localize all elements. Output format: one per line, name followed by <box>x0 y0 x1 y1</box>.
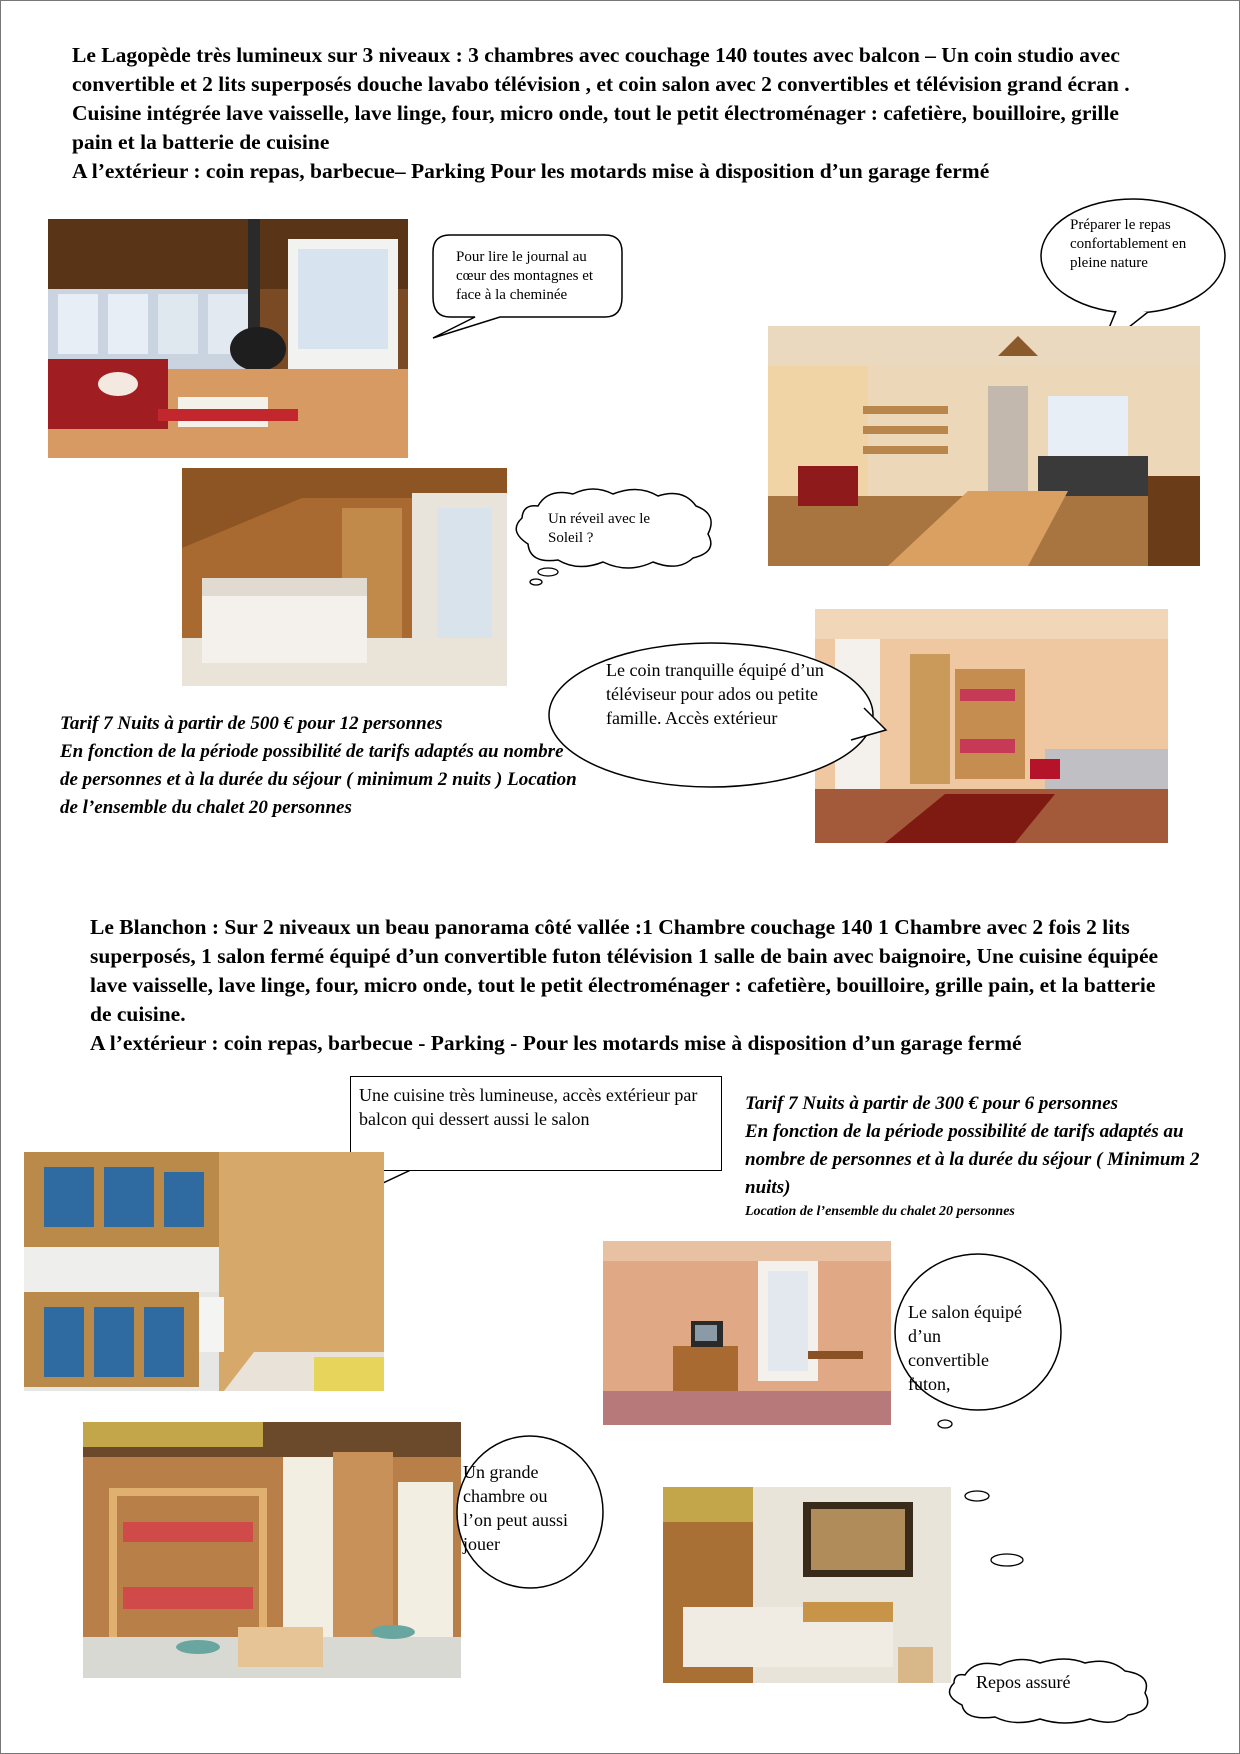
blanchon-tarif <box>745 1090 1215 1222</box>
bubble-text-repos: Repos assuré <box>976 1672 1071 1692</box>
callout-cuisine: Une cuisine très lumineuse, accès extérieur par balcon qui dessert aussi le salon <box>350 1076 722 1171</box>
lagopede-tarif <box>60 710 580 822</box>
photo-bunk-room <box>83 1422 461 1678</box>
blanchon-description: Le Blanchon : Sur 2 niveaux un beau panorama côté vallée :1 Chambre couchage 140 1 Chambre avec 2 fois 2 lits superposés, 1 salon fermé équipé d’un convertible futon télévision 1 salle de bain avec baignoire, Une cuisine équipée lave vaisselle, lave linge, four, micro onde, tout le petit électroménager : cafetière, bouilloire, grille pain, et la batterie de cuisine. <box>90 915 1159 1026</box>
blanchon-exterior: A l’extérieur : coin repas, barbecue - Parking - Pour les motards mise à disposition d’un garage fermé <box>90 1031 1022 1055</box>
thought-trail-repos <box>955 1488 1015 1578</box>
blanchon-tarif-line3: Location de l’ensemble du chalet 20 personnes <box>745 1204 1015 1219</box>
blanchon-description-block <box>90 913 1160 1058</box>
photo-kitchen <box>24 1152 384 1391</box>
photo-salon <box>603 1241 891 1425</box>
bubble-text-journal: Pour lire le journal au cœur des montagnes et face à la cheminée <box>456 249 594 303</box>
photo-bedroom-balcony <box>182 468 507 686</box>
bubble-text-reveil: Un réveil avec le Soleil ? <box>548 511 651 546</box>
bubble-text-repas: Préparer le repas confortablement en pleine nature <box>1070 217 1187 271</box>
photo-double-bedroom <box>663 1487 951 1683</box>
lagopede-description-block <box>72 41 1160 186</box>
lagopede-description: Le Lagopède très lumineux sur 3 niveaux : 3 chambres avec couchage 140 toutes avec balcon – Un coin studio avec convertible et 2 lits superposés douche lavabo télévision , et coin salon avec 2 convertibles et télévision grand écran . Cuisine intégrée lave vaisselle, lave linge, four, micro onde, tout le petit électroménager : cafetière, bouilloire, grille pain et la batterie de cuisine <box>72 43 1130 154</box>
bubble-text-chambre: Un grande chambre ou l’on peut aussi jouer <box>463 1462 568 1554</box>
photo-living-room-fireplace <box>48 219 408 458</box>
lagopede-tarif-line2: En fonction de la période possibilité de tarifs adaptés au nombre de personnes et à la durée du séjour ( minimum 2 nuits ) Location de l’ensemble du chalet 20 personnes <box>60 741 577 818</box>
bubble-text-salon: Le salon équipé d’un convertible futon, <box>908 1302 1022 1394</box>
lagopede-tarif-line1: Tarif 7 Nuits à partir de 500 € pour 12 personnes <box>60 713 443 734</box>
blanchon-tarif-line1: Tarif 7 Nuits à partir de 300 € pour 6 personnes <box>745 1093 1119 1114</box>
lagopede-exterior: A l’extérieur : coin repas, barbecue– Parking Pour les motards mise à disposition d’un garage fermé <box>72 159 990 183</box>
blanchon-tarif-line2: En fonction de la période possibilité de tarifs adaptés au nombre de personnes et à la durée du séjour ( Minimum 2 nuits) <box>745 1121 1200 1198</box>
photo-dining-kitchen <box>768 326 1200 566</box>
bubble-text-tranquille: Le coin tranquille équipé d’un téléviseur pour ados ou petite famille. Accès extérieur <box>606 660 824 728</box>
